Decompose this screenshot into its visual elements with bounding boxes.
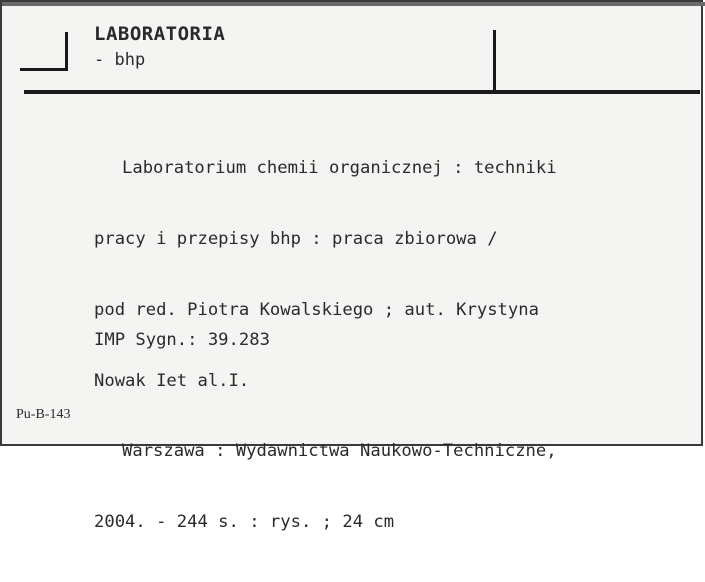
record-line: pracy i przepisy bhp : praca zbiorowa / — [94, 228, 498, 249]
heading-vertical-rule — [493, 30, 496, 90]
corner-mark-horizontal — [20, 68, 68, 71]
card-identifier: Pu-B-143 — [16, 407, 71, 422]
record-line: pod red. Piotra Kowalskiego ; aut. Krystyna — [94, 299, 539, 320]
call-number: IMP Sygn.: 39.283 — [94, 330, 270, 350]
record-line: Nowak Iet al.I. — [94, 370, 250, 391]
subject-subdivision: - bhp — [94, 50, 146, 70]
heading-horizontal-rule — [24, 90, 700, 94]
record-line: Laboratorium chemii organicznej : techniki — [122, 158, 557, 179]
card-top-edge — [2, 2, 705, 6]
record-line: 2004. - 244 s. : rys. ; 24 cm — [94, 512, 395, 533]
record-line: Warszawa : Wydawnictwa Naukowo-Techniczne, — [122, 441, 557, 462]
corner-mark-vertical — [65, 32, 68, 70]
subject-heading: LABORATORIA — [94, 23, 226, 45]
